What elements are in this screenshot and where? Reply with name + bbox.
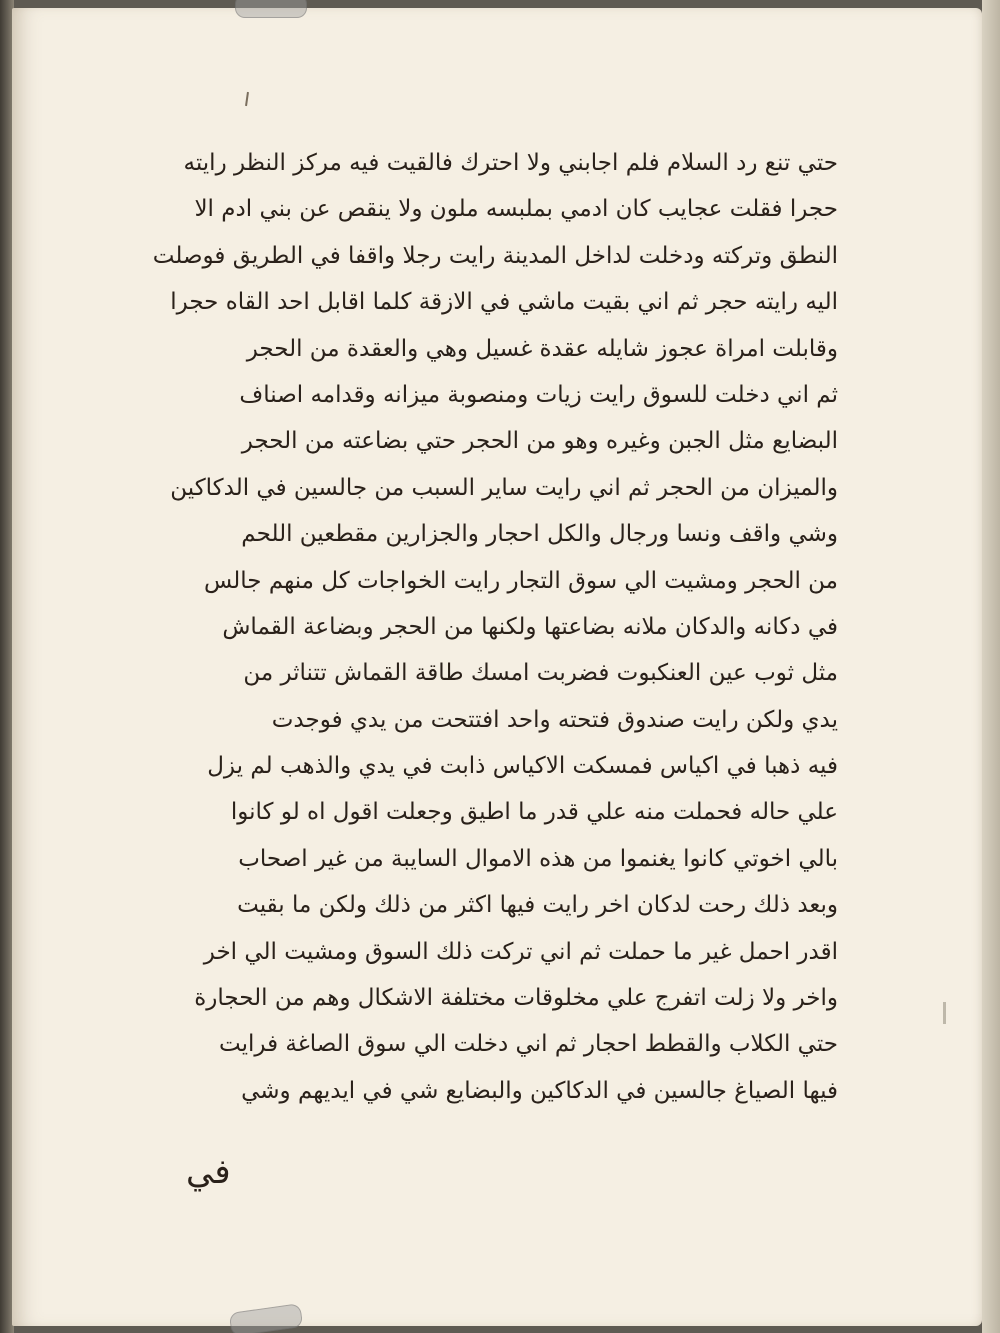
clip-top bbox=[235, 0, 307, 18]
text-line-15: علي حاله فحملت منه علي قدر ما اطيق وجعلت اقول اه لو كانوا bbox=[230, 799, 838, 826]
text-line-16: بالي اخوتي كانوا يغنموا من هذه الاموال السايبة من غير اصحاب bbox=[238, 845, 838, 872]
text-line-17: وبعد ذلك رحت لدكان اخر رايت فيها اكثر من ذلك ولكن ما بقيت bbox=[237, 892, 838, 919]
text-line-7: البضايع مثل الجبن وغيره وهو من الحجر حتي بضاعته من الحجر bbox=[241, 428, 838, 455]
pencil-mark bbox=[943, 1002, 946, 1024]
text-line-3: النطق وتركته ودخلت لداخل المدينة رايت رجلا واقفا في الطريق فوصلت bbox=[152, 242, 838, 269]
text-line-14: فيه ذهبا في اكياس فمسكت الاكياس ذابت في يدي والذهب لم يزل bbox=[207, 753, 838, 780]
text-line-8: والميزان من الحجر ثم اني رايت ساير السبب من جالسين في الدكاكين bbox=[170, 474, 838, 501]
manuscript-text bbox=[118, 140, 838, 1114]
text-line-10: من الحجر ومشيت الي سوق التجار رايت الخواجات كل منهم جالس bbox=[203, 567, 838, 594]
text-line-2: حجرا فقلت عجايب كان ادمي بملبسه ملون ولا ينقص عن بني ادم الا bbox=[194, 196, 838, 223]
text-line-12: مثل ثوب عين العنكبوت فضربت امسك طاقة القماش تتناثر من bbox=[243, 660, 838, 687]
text-line-11: في دكانه والدكان ملانه بضاعتها ولكنها من الحجر وبضاعة القماش bbox=[222, 613, 838, 640]
text-line-21: فيها الصياغ جالسين في الدكاكين والبضايع شي في ايديهم وشي bbox=[241, 1077, 838, 1104]
text-line-9: وشي واقف ونسا ورجال والكل احجار والجزارين مقطعين اللحم bbox=[241, 521, 838, 548]
text-line-19: واخر ولا زلت اتفرج علي مخلوقات مختلفة الاشكال وهم من الحجارة bbox=[194, 985, 838, 1012]
text-line-4: اليه رايته حجر ثم اني بقيت ماشي في الازقة كلما اقابل احد القاه حجرا bbox=[170, 289, 838, 316]
text-line-18: اقدر احمل غير ما حملت ثم اني تركت ذلك السوق ومشيت الي اخر bbox=[203, 938, 838, 965]
page-edge bbox=[982, 0, 1000, 1333]
text-line-20: حتي الكلاب والقطط احجار ثم اني دخلت الي سوق الصاغة فرايت bbox=[219, 1031, 838, 1058]
text-line-13: يدي ولكن رايت صندوق فتحته واحد افتتحت من يدي فوجدت bbox=[271, 706, 838, 733]
text-line-1: حتي تنع رد السلام فلم اجابني ولا احترك فالقيت فيه مركز النظر رايته bbox=[183, 150, 838, 176]
text-line-5: وقابلت امراة عجوز شايله عقدة غسيل وهي والعقدة من الحجر bbox=[246, 335, 838, 362]
text-line-6: ثم اني دخلت للسوق رايت زيات ومنصوبة ميزانه وقدامه اصناف bbox=[239, 381, 838, 408]
catchword: في bbox=[186, 1152, 231, 1192]
